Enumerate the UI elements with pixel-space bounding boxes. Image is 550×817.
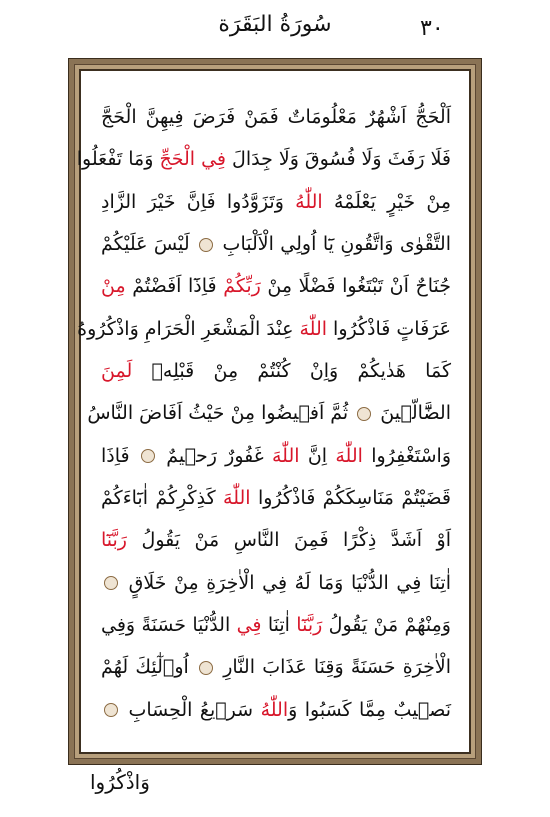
divine-name-text: لَمِنَ xyxy=(101,360,133,383)
divine-name-text: مِنْ xyxy=(101,275,126,298)
text-line: اٰتِنَا فِي الدُّنْيَا وَمَا لَهُ فِي الْاٰخِرَةِ مِنْ خَلَاقٍ xyxy=(101,563,451,603)
divine-name-text: اللّٰهَ xyxy=(299,317,328,340)
verse-end-marker xyxy=(104,576,118,590)
divine-name-text: فِي xyxy=(236,614,262,637)
text-line: كَمَا هَدٰيكُمْ وَاِنْ كُنْتُمْ مِنْ قَبْلِه۪ لَمِنَ xyxy=(101,360,451,383)
text-line: اَوْ اَشَدَّ ذِكْرًا فَمِنَ النَّاسِ مَنْ يَقُولُ رَبَّنَٓا xyxy=(101,529,451,552)
divine-name-text: فِي الْحَجِّ xyxy=(159,148,226,171)
verse-end-marker xyxy=(141,449,155,463)
divine-name-text: اللّٰهُ xyxy=(295,190,323,213)
page-number: ٣٠ xyxy=(420,16,444,41)
quran-text xyxy=(76,97,452,730)
text-line: الْاٰخِرَةِ حَسَنَةً وَقِنَا عَذَابَ النَّارِ اُو۬لٰٓئِكَ لَهُمْ xyxy=(101,656,451,679)
verse-end-marker xyxy=(357,407,371,421)
frame-border xyxy=(74,64,476,759)
surah-title: سُورَةُ البَقَرَة xyxy=(218,12,332,37)
divine-name-text: اللّٰهُ xyxy=(260,698,289,721)
divine-name-text: رَبَّنَٓا xyxy=(101,529,127,552)
verse-end-marker xyxy=(104,703,118,717)
text-line: نَص۪يبٌ مِمَّا كَسَبُوا وَاللّٰهُ سَر۪يعُ الْحِسَابِ xyxy=(101,690,451,730)
text-line: وَاسْتَغْفِرُوا اللّٰهَ اِنَّ اللّٰهَ غَفُورٌ رَح۪يمٌ فَاِذَا xyxy=(101,444,452,467)
text-line: مِنْ خَيْرٍ يَعْلَمْهُ اللّٰهُ وَتَزَوَّدُوا فَاِنَّ خَيْرَ الزَّادِ xyxy=(101,190,451,213)
text-line: التَّقْوٰى وَاتَّقُونِ يَٓا اُولِي الْاَلْبَابِ لَيْسَ عَلَيْكُمْ xyxy=(101,233,452,256)
text-panel xyxy=(76,69,471,754)
verse-end-marker xyxy=(199,661,213,675)
text-line: اَلْحَجُّ اَشْهُرٌ مَعْلُومَاتٌ فَمَنْ فَرَضَ فِيهِنَّ الْحَجَّ xyxy=(101,106,451,128)
text-line: قَضَيْتُمْ مَنَاسِكَكُمْ فَاذْكُرُوا اللّٰهَ كَذِكْرِكُمْ اٰبَٓاءَكُمْ xyxy=(101,487,451,510)
text-line: وَمِنْهُمْ مَنْ يَقُولُ رَبَّنَٓا اٰتِنَا فِي الدُّنْيَا حَسَنَةً وَفِي xyxy=(101,614,451,637)
text-line: الضَّٓالّ۪ينَ ثُمَّ اَف۪يضُوا مِنْ حَيْثُ اَفَاضَ النَّاسُ xyxy=(87,402,451,425)
text-line: عَرَفَاتٍ فَاذْكُرُوا اللّٰهَ عِنْدَ الْمَشْعَرِ الْحَرَامِ وَاذْكُرُوهُ xyxy=(77,317,451,340)
divine-name-text: رَبَّنَٓا xyxy=(296,614,323,637)
divine-name-text: اللّٰهَ xyxy=(335,444,363,467)
verse-end-marker xyxy=(199,238,213,252)
divine-name-text: اللّٰهَ xyxy=(272,444,300,467)
page-header xyxy=(0,6,550,48)
divine-name-text: رَبِّكُمْ xyxy=(223,275,261,298)
catchword: وَاذْكُرُوا xyxy=(90,770,150,794)
divine-name-text: اللّٰهَ xyxy=(223,487,251,510)
text-line: فَلَا رَفَثَ وَلَا فُسُوقَ وَلَا جِدَالَ فِي الْحَجِّ وَمَا تَفْعَلُوا xyxy=(76,148,451,171)
ornamental-frame xyxy=(68,58,482,765)
text-line: جُنَاحٌ اَنْ تَبْتَغُوا فَضْلًا مِنْ رَبِّكُمْ فَاِذَٓا اَفَضْتُمْ مِنْ xyxy=(101,275,452,298)
